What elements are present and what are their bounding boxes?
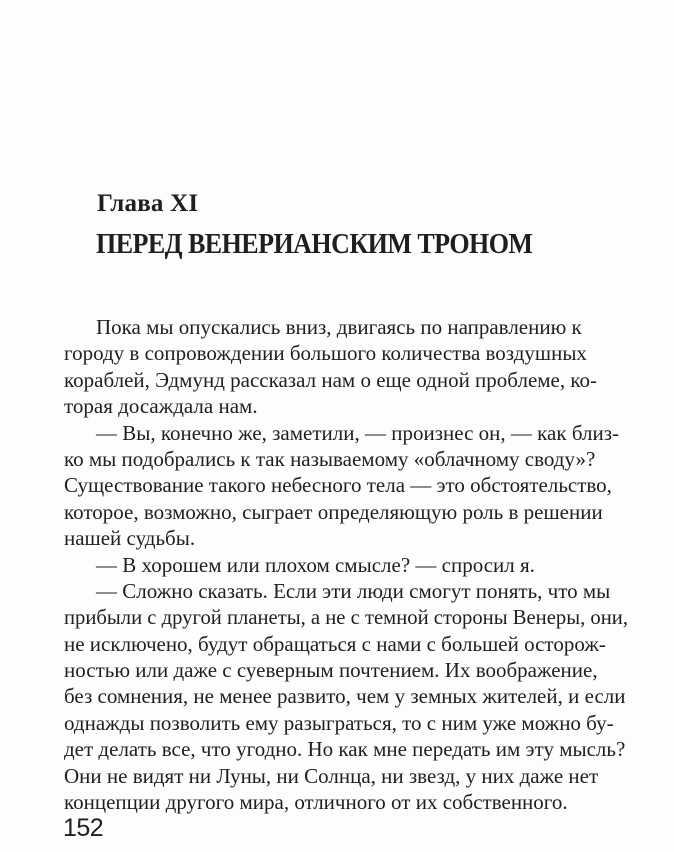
text-line: нашей судьбы.	[64, 526, 196, 551]
text-line: ностью или даже с суеверным почтением. Их воображение,	[64, 658, 598, 683]
text-line: однажды позволить ему разыграться, то с ним уже можно бу-	[64, 710, 614, 735]
text-line: — Вы, конечно же, заметили, — произнес он, — как близ-	[96, 420, 619, 445]
text-line: ко мы подобрались к так называемому «облачному своду»?	[64, 446, 596, 471]
text-line: дет делать все, что угодно. Но как мне передать им эту мысль?	[64, 737, 626, 762]
body-text	[64, 314, 628, 815]
text-line: Они не видят ни Луны, ни Солнца, ни звезд, у них даже нет	[64, 763, 599, 788]
text-line: кораблей, Эдмунд рассказал нам о еще одной проблеме, ко-	[64, 367, 597, 392]
text-line: торая досаждала нам.	[64, 394, 258, 419]
text-line: городу в сопровождении большого количества воздушных	[64, 341, 587, 366]
chapter-title: ПЕРЕД ВЕНЕРИАНСКИМ ТРОНОМ	[96, 229, 533, 260]
text-line: которое, возможно, сыграет определяющую роль в решении	[64, 499, 603, 524]
text-line: не исключено, будут обращаться с нами с большей осторож-	[64, 631, 606, 656]
text-line: концепции другого мира, отличного от их собственного.	[64, 790, 568, 815]
text-line: — В хорошем или плохом смысле? — спросил я.	[96, 552, 535, 577]
page-number: 152	[63, 814, 104, 842]
chapter-number: Глава XI	[97, 190, 199, 217]
text-line: Существование такого небесного тела — это обстоятельство,	[64, 473, 612, 498]
text-line: — Сложно сказать. Если эти люди смогут понять, что мы	[96, 578, 611, 603]
text-line: прибыли с другой планеты, а не с темной стороны Венеры, они,	[64, 605, 628, 630]
text-line: Пока мы опускались вниз, двигаясь по направлению к	[96, 315, 582, 339]
text-line: без сомнения, не менее развито, чем у земных жителей, и если	[64, 684, 626, 709]
